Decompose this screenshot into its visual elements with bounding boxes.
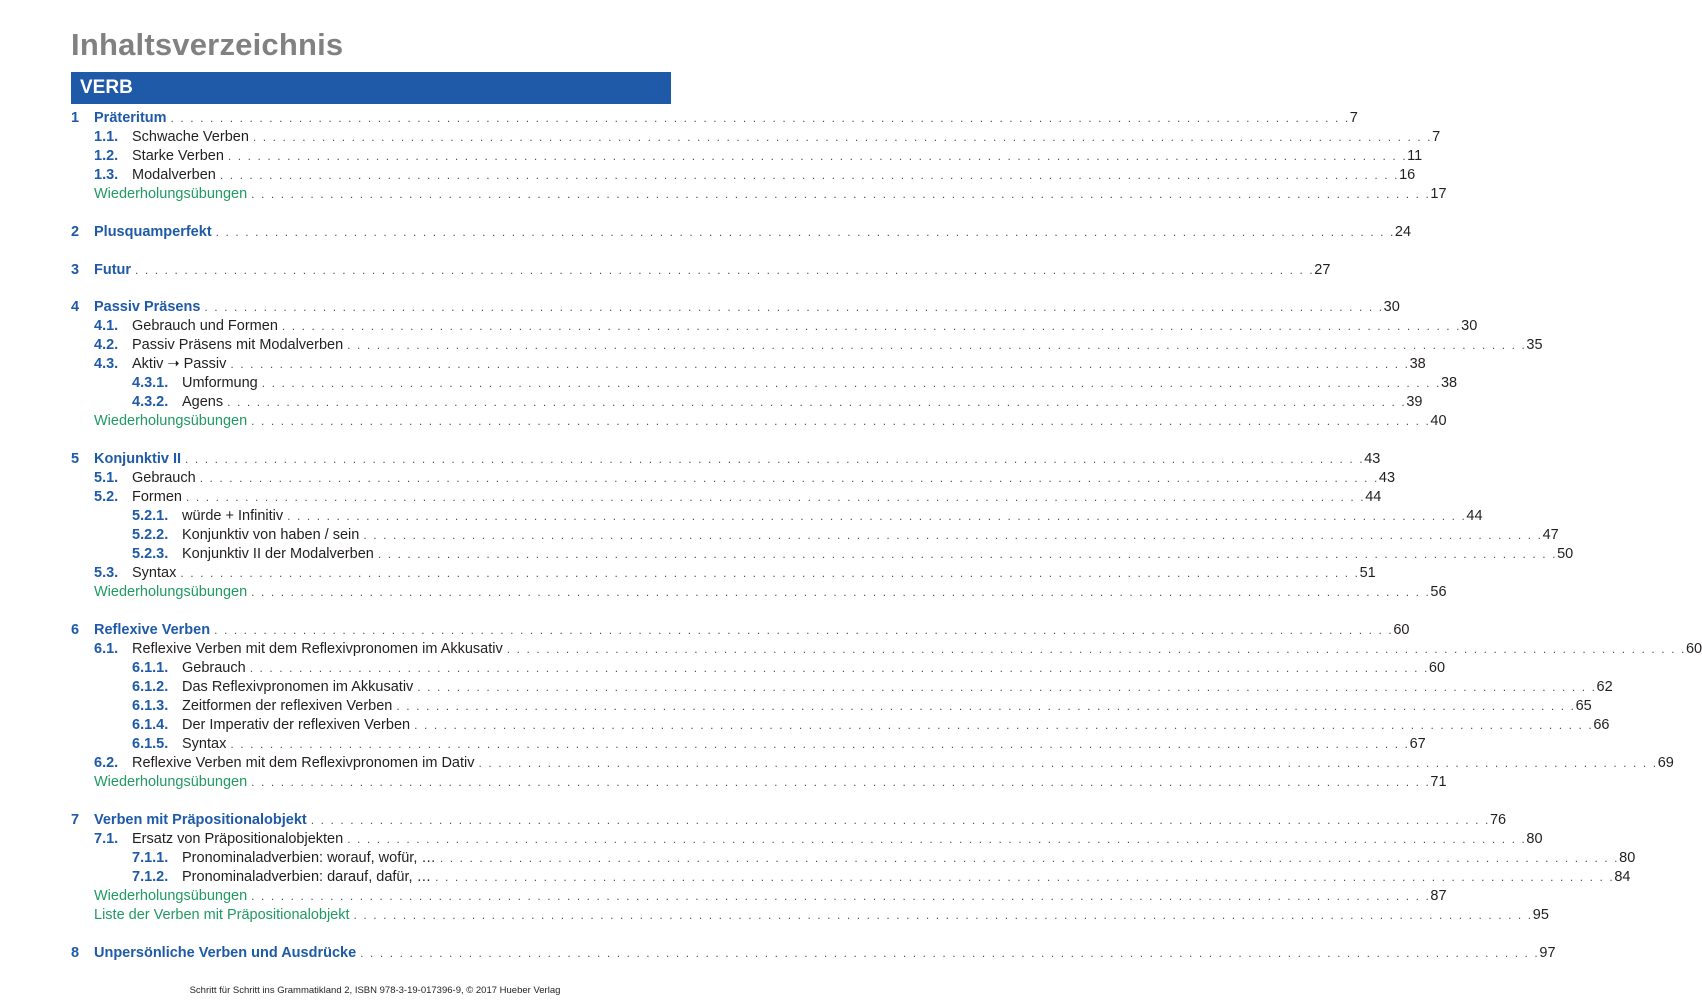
toc-entry-title: Wiederholungsübungen bbox=[94, 584, 248, 601]
toc-entry[interactable] bbox=[132, 469, 1396, 488]
toc-page-number: 7 bbox=[1432, 129, 1441, 145]
toc-entry[interactable] bbox=[94, 185, 1447, 204]
toc-entry-title: Passiv Präsens bbox=[94, 299, 201, 316]
page-title: Inhaltsverzeichnis bbox=[71, 27, 344, 62]
dot-leader: . . . . . . . . . . . . . . . . . . . . . . . . . . . . . . . . . . . . . . . . . . . . . . . . . . . . . . . . . . . . . . . . . . . . . . . . . . . . . . . . . . . . . . . . . . . . . . . . . . . . . . . . . . . . . . . . . . . . . . . . bbox=[135, 262, 1315, 277]
toc-entry-title: Pronominaladverbien: darauf, dafür, … bbox=[182, 868, 432, 885]
toc-page-number: 69 bbox=[1657, 755, 1674, 771]
toc-entry[interactable] bbox=[132, 754, 1674, 773]
toc-number: 4.2. bbox=[94, 337, 119, 354]
toc-entry-title: Pronominaladverbien: worauf, wofür, … bbox=[182, 849, 436, 866]
dot-leader: . . . . . . . . . . . . . . . . . . . . . . . . . . . . . . . . . . . . . . . . . . . . . . . . . . . . . . . . . . . . . . . . . . . . . . . . . . . . . . . . . . . . . . . . . . . . . . . . . . . . . . . . . . . . . . . . . . . . . . . . bbox=[417, 680, 1597, 694]
dot-leader: . . . . . . . . . . . . . . . . . . . . . . . . . . . . . . . . . . . . . . . . . . . . . . . . . . . . . . . . . . . . . . . . . . . . . . . . . . . . . . . . . . . . . . . . . . . . . . . . . . . . . . . . . . . . . . . . . . . . . . . . bbox=[251, 888, 1431, 903]
dot-leader: . . . . . . . . . . . . . . . . . . . . . . . . . . . . . . . . . . . . . . . . . . . . . . . . . . . . . . . . . . . . . . . . . . . . . . . . . . . . . . . . . . . . . . . . . . . . . . . . . . . . . . . . . . . . . . . . . . . . . . . . bbox=[396, 699, 1576, 713]
toc-entry[interactable] bbox=[94, 944, 1556, 963]
toc-entry[interactable] bbox=[94, 583, 1447, 602]
toc-entry[interactable] bbox=[182, 545, 1574, 564]
toc-entry-title: würde + Infinitiv bbox=[182, 508, 284, 525]
toc-entry-title: Aktiv ➝ Passiv bbox=[132, 356, 227, 373]
toc-page-number: 47 bbox=[1542, 527, 1559, 544]
dot-leader: . . . . . . . . . . . . . . . . . . . . . . . . . . . . . . . . . . . . . . . . . . . . . . . . . . . . . . . . . . . . . . . . . . . . . . . . . . . . . . . . . . . . . . . . . . . . . . . . . . . . . . . . . . . . . . . . . . . . . . . . bbox=[230, 357, 1410, 372]
dot-leader: . . . . . . . . . . . . . . . . . . . . . . . . . . . . . . . . . . . . . . . . . . . . . . . . . . . . . . . . . . . . . . . . . . . . . . . . . . . . . . . . . . . . . . . . . . . . . . . . . . . . . . . . . . . . . . . . . . . . . . . . bbox=[377, 547, 1558, 562]
toc-entry[interactable] bbox=[132, 128, 1441, 147]
dot-leader: . . . . . . . . . . . . . . . . . . . . . . . . . . . . . . . . . . . . . . . . . . . . . . . . . . . . . . . . . . . . . . . . . . . . . . . . . . . . . . . . . . . . . . . . . . . . . . . . . . . . . . . . . . . . . . . . . . . . . . . . bbox=[439, 850, 1620, 865]
toc-number: 4.3. bbox=[94, 356, 119, 373]
dot-leader: . . . . . . . . . . . . . . . . . . . . . . . . . . . . . . . . . . . . . . . . . . . . . . . . . . . . . . . . . . . . . . . . . . . . . . . . . . . . . . . . . . . . . . . . . . . . . . . . . . . . . . . . . . . . . . . . . . . . . . . . bbox=[227, 149, 1408, 163]
toc-page-number: 44 bbox=[1466, 508, 1483, 525]
toc-page-number: 24 bbox=[1394, 223, 1412, 240]
toc-number: 6.2. bbox=[94, 755, 119, 771]
section-title: VERB bbox=[80, 77, 133, 98]
toc-entry-title: Ersatz von Präpositionalobjekten bbox=[132, 830, 344, 847]
toc-page-number: 62 bbox=[1596, 679, 1613, 695]
toc-page-number: 11 bbox=[1407, 148, 1423, 164]
toc-page-number: 76 bbox=[1489, 811, 1507, 828]
toc-entry-title: Der Imperativ der reflexiven Verben bbox=[182, 717, 411, 733]
toc-entry[interactable] bbox=[94, 261, 1331, 280]
dot-leader: . . . . . . . . . . . . . . . . . . . . . . . . . . . . . . . . . . . . . . . . . . . . . . . . . . . . . . . . . . . . . . . . . . . . . . . . . . . . . . . . . . . . . . . . . . . . . . . . . . . . . . . . . . . . . . . . . . . . . . . . bbox=[251, 775, 1431, 789]
toc-entry[interactable] bbox=[182, 697, 1592, 716]
toc-entry-title: Konjunktiv II der Modalverben bbox=[182, 546, 374, 563]
dot-leader: . . . . . . . . . . . . . . . . . . . . . . . . . . . . . . . . . . . . . . . . . . . . . . . . . . . . . . . . . . . . . . . . . . . . . . . . . . . . . . . . . . . . . . . . . . . . . . . . . . . . . . . . . . . . . . . . . . . . . . . . bbox=[230, 737, 1410, 751]
toc-number: 6.1.1. bbox=[132, 660, 169, 676]
dot-leader: . . . . . . . . . . . . . . . . . . . . . . . . . . . . . . . . . . . . . . . . . . . . . . . . . . . . . . . . . . . . . . . . . . . . . . . . . . . . . . . . . . . . . . . . . . . . . . . . . . . . . . . . . . . . . . . . . . . . . . . . bbox=[180, 566, 1360, 581]
toc-entry[interactable] bbox=[132, 336, 1543, 355]
toc-entry[interactable] bbox=[132, 830, 1543, 849]
footer-citation: Schritt für Schritt ins Grammatikland 2, ISBN 978-3-19-017396-9, © 2017 Hueber Verlag bbox=[189, 985, 561, 996]
toc-page-number: 97 bbox=[1539, 944, 1556, 961]
dot-leader: . . . . . . . . . . . . . . . . . . . . . . . . . . . . . . . . . . . . . . . . . . . . . . . . . . . . . . . . . . . . . . . . . . . . . . . . . . . . . . . . . . . . . . . . . . . . . . . . . . . . . . . . . . . . . . . . . . . . . . . . bbox=[219, 168, 1400, 182]
toc-number: 5.2.1. bbox=[132, 508, 169, 525]
toc-page-number: 30 bbox=[1461, 318, 1478, 335]
toc-number: 7 bbox=[71, 811, 80, 828]
toc-entry-title: Agens bbox=[182, 394, 224, 411]
dot-leader: . . . . . . . . . . . . . . . . . . . . . . . . . . . . . . . . . . . . . . . . . . . . . . . . . . . . . . . . . . . . . . . . . . . . . . . . . . . . . . . . . . . . . . . . . . . . . . . . . . . . . . . . . . . . . . . . . . . . . . . . bbox=[506, 642, 1686, 656]
toc-number: 6.1.5. bbox=[132, 736, 169, 752]
toc-number: 6 bbox=[71, 622, 80, 638]
dot-leader: . . . . . . . . . . . . . . . . . . . . . . . . . . . . . . . . . . . . . . . . . . . . . . . . . . . . . . . . . . . . . . . . . . . . . . . . . . . . . . . . . . . . . . . . . . . . . . . . . . . . . . . . . . . . . . . . . . . . . . . . bbox=[199, 471, 1379, 486]
toc-number: 5.3. bbox=[94, 565, 119, 582]
toc-page-number: 95 bbox=[1532, 906, 1549, 923]
toc-entry-title: Reflexive Verben mit dem Reflexivpronomen im Akkusativ bbox=[132, 641, 503, 657]
toc-entry-title: Modalverben bbox=[132, 167, 216, 183]
toc-entry[interactable] bbox=[94, 811, 1507, 830]
toc-number: 6.1.4. bbox=[132, 717, 169, 733]
toc-entry-title: Formen bbox=[132, 489, 182, 506]
toc-entry[interactable] bbox=[132, 640, 1702, 659]
toc-entry[interactable] bbox=[132, 317, 1478, 336]
toc-number: 7.1.1. bbox=[132, 849, 169, 866]
toc-number: 6.1.3. bbox=[132, 698, 169, 714]
toc-page-number: 67 bbox=[1409, 736, 1426, 752]
toc-number: 3 bbox=[71, 261, 80, 278]
toc-entry[interactable] bbox=[182, 868, 1631, 887]
toc-entry-title: Präteritum bbox=[94, 110, 167, 126]
toc-number: 7.1. bbox=[94, 830, 119, 847]
toc-number: 4.3.1. bbox=[132, 375, 169, 392]
toc-number: 1 bbox=[71, 110, 80, 126]
dot-leader: . . . . . . . . . . . . . . . . . . . . . . . . . . . . . . . . . . . . . . . . . . . . . . . . . . . . . . . . . . . . . . . . . . . . . . . . . . . . . . . . . . . . . . . . . . . . . . . . . . . . . . . . . . . . . . . . . . . . . . . . bbox=[185, 490, 1366, 505]
toc-entry-title: Verben mit Präpositionalobjekt bbox=[94, 811, 307, 828]
toc-entry-title: Reflexive Verben mit dem Reflexivpronomen im Dativ bbox=[132, 755, 475, 771]
toc-entry[interactable] bbox=[182, 507, 1483, 526]
toc-page-number: 43 bbox=[1364, 451, 1381, 468]
dot-leader: . . . . . . . . . . . . . . . . . . . . . . . . . . . . . . . . . . . . . . . . . . . . . . . . . . . . . . . . . . . . . . . . . . . . . . . . . . . . . . . . . . . . . . . . . . . . . . . . . . . . . . . . . . . . . . . . . . . . . . . . bbox=[215, 224, 1395, 239]
toc-entry-title: Gebrauch bbox=[132, 470, 196, 487]
toc-entry[interactable] bbox=[182, 526, 1559, 545]
toc-entry[interactable] bbox=[94, 621, 1410, 640]
toc-page-number: 71 bbox=[1430, 774, 1447, 790]
toc-number: 1.2. bbox=[94, 148, 119, 164]
dot-leader: . . . . . . . . . . . . . . . . . . . . . . . . . . . . . . . . . . . . . . . . . . . . . . . . . . . . . . . . . . . . . . . . . . . . . . . . . . . . . . . . . . . . . . . . . . . . . . . . . . . . . . . . . . . . . . . . . . . . . . . . bbox=[347, 831, 1527, 846]
toc-number: 1.3. bbox=[94, 167, 119, 183]
toc-page-number: 38 bbox=[1440, 375, 1458, 392]
toc-entry-title: Reflexive Verben bbox=[94, 622, 211, 638]
dot-leader: . . . . . . . . . . . . . . . . . . . . . . . . . . . . . . . . . . . . . . . . . . . . . . . . . . . . . . . . . . . . . . . . . . . . . . . . . . . . . . . . . . . . . . . . . . . . . . . . . . . . . . . . . . . . . . . . . . . . . . . . bbox=[281, 319, 1462, 334]
dot-leader: . . . . . . . . . . . . . . . . . . . . . . . . . . . . . . . . . . . . . . . . . . . . . . . . . . . . . . . . . . . . . . . . . . . . . . . . . . . . . . . . . . . . . . . . . . . . . . . . . . . . . . . . . . . . . . . . . . . . . . . . bbox=[251, 187, 1431, 201]
dot-leader: . . . . . . . . . . . . . . . . . . . . . . . . . . . . . . . . . . . . . . . . . . . . . . . . . . . . . . . . . . . . . . . . . . . . . . . . . . . . . . . . . . . . . . . . . . . . . . . . . . . . . . . . . . . . . . . . . . . . . . . . bbox=[251, 414, 1431, 429]
toc-page-number: 40 bbox=[1430, 413, 1447, 430]
toc-number: 4 bbox=[71, 299, 80, 316]
toc-number: 2 bbox=[71, 223, 80, 240]
toc-page-number: 60 bbox=[1428, 660, 1446, 676]
dot-leader: . . . . . . . . . . . . . . . . . . . . . . . . . . . . . . . . . . . . . . . . . . . . . . . . . . . . . . . . . . . . . . . . . . . . . . . . . . . . . . . . . . . . . . . . . . . . . . . . . . . . . . . . . . . . . . . . . . . . . . . . bbox=[287, 509, 1467, 524]
toc-entry-title: Umformung bbox=[182, 375, 258, 392]
toc-page-number: 27 bbox=[1314, 261, 1331, 278]
toc-entry[interactable] bbox=[94, 412, 1447, 431]
toc-entry-title: Syntax bbox=[132, 565, 177, 582]
toc-entry-title: Plusquamperfekt bbox=[94, 223, 212, 240]
toc-entry-title: Unpersönliche Verben und Ausdrücke bbox=[94, 944, 357, 961]
dot-leader: . . . . . . . . . . . . . . . . . . . . . . . . . . . . . . . . . . . . . . . . . . . . . . . . . . . . . . . . . . . . . . . . . . . . . . . . . . . . . . . . . . . . . . . . . . . . . . . . . . . . . . . . . . . . . . . . . . . . . . . . bbox=[414, 718, 1594, 732]
toc-page-number: 17 bbox=[1430, 186, 1447, 202]
toc-page-number: 80 bbox=[1619, 849, 1636, 866]
toc-page-number: 44 bbox=[1365, 489, 1382, 506]
toc-page-number: 30 bbox=[1383, 299, 1400, 316]
dot-leader: . . . . . . . . . . . . . . . . . . . . . . . . . . . . . . . . . . . . . . . . . . . . . . . . . . . . . . . . . . . . . . . . . . . . . . . . . . . . . . . . . . . . . . . . . . . . . . . . . . . . . . . . . . . . . . . . . . . . . . . . bbox=[185, 452, 1365, 467]
toc-entry-title: Schwache Verben bbox=[132, 129, 249, 145]
toc-page-number: 51 bbox=[1359, 565, 1376, 582]
toc-entry-title: Futur bbox=[94, 261, 132, 278]
toc-entry[interactable] bbox=[94, 906, 1549, 925]
dot-leader: . . . . . . . . . . . . . . . . . . . . . . . . . . . . . . . . . . . . . . . . . . . . . . . . . . . . . . . . . . . . . . . . . . . . . . . . . . . . . . . . . . . . . . . . . . . . . . . . . . . . . . . . . . . . . . . . . . . . . . . . bbox=[251, 585, 1431, 600]
dot-leader: . . . . . . . . . . . . . . . . . . . . . . . . . . . . . . . . . . . . . . . . . . . . . . . . . . . . . . . . . . . . . . . . . . . . . . . . . . . . . . . . . . . . . . . . . . . . . . . . . . . . . . . . . . . . . . . . . . . . . . . . bbox=[227, 395, 1407, 410]
toc-entry[interactable] bbox=[182, 678, 1613, 697]
dot-leader: . . . . . . . . . . . . . . . . . . . . . . . . . . . . . . . . . . . . . . . . . . . . . . . . . . . . . . . . . . . . . . . . . . . . . . . . . . . . . . . . . . . . . . . . . . . . . . . . . . . . . . . . . . . . . . . . . . . . . . . . bbox=[261, 376, 1441, 391]
toc-page-number: 84 bbox=[1614, 868, 1631, 885]
toc-page-number: 43 bbox=[1378, 470, 1396, 487]
toc-entry[interactable] bbox=[94, 887, 1447, 906]
toc-page-number: 39 bbox=[1406, 394, 1423, 411]
toc-number: 8 bbox=[71, 944, 80, 961]
toc-entry[interactable] bbox=[132, 355, 1426, 374]
toc-entry-title: Wiederholungsübungen bbox=[94, 186, 248, 202]
toc-entry-title: Wiederholungsübungen bbox=[94, 413, 248, 430]
toc-entry[interactable] bbox=[94, 223, 1412, 242]
toc-entry[interactable] bbox=[94, 298, 1400, 317]
toc-page-number: 60 bbox=[1393, 622, 1410, 638]
toc-page-number: 66 bbox=[1593, 717, 1610, 733]
toc-page-number: 80 bbox=[1526, 830, 1543, 847]
toc-entry-title: Starke Verben bbox=[132, 148, 224, 164]
dot-leader: . . . . . . . . . . . . . . . . . . . . . . . . . . . . . . . . . . . . . . . . . . . . . . . . . . . . . . . . . . . . . . . . . . . . . . . . . . . . . . . . . . . . . . . . . . . . . . . . . . . . . . . . . . . . . . . . . . . . . . . . bbox=[249, 661, 1429, 675]
toc-entry[interactable] bbox=[132, 166, 1416, 185]
toc-entry-title: Syntax bbox=[182, 736, 227, 752]
toc-entry-title: Zeitformen der reflexiven Verben bbox=[182, 698, 393, 714]
toc-entry[interactable] bbox=[182, 659, 1446, 678]
dot-leader: . . . . . . . . . . . . . . . . . . . . . . . . . . . . . . . . . . . . . . . . . . . . . . . . . . . . . . . . . . . . . . . . . . . . . . . . . . . . . . . . . . . . . . . . . . . . . . . . . . . . . . . . . . . . . . . . . . . . . . . . bbox=[170, 111, 1350, 125]
toc-entry[interactable] bbox=[94, 450, 1381, 469]
toc-entry[interactable] bbox=[132, 147, 1423, 166]
toc-number: 4.3.2. bbox=[132, 394, 169, 411]
toc-entry[interactable] bbox=[182, 735, 1426, 754]
dot-leader: . . . . . . . . . . . . . . . . . . . . . . . . . . . . . . . . . . . . . . . . . . . . . . . . . . . . . . . . . . . . . . . . . . . . . . . . . . . . . . . . . . . . . . . . . . . . . . . . . . . . . . . . . . . . . . . . . . . . . . . . bbox=[435, 869, 1615, 884]
dot-leader: . . . . . . . . . . . . . . . . . . . . . . . . . . . . . . . . . . . . . . . . . . . . . . . . . . . . . . . . . . . . . . . . . . . . . . . . . . . . . . . . . . . . . . . . . . . . . . . . . . . . . . . . . . . . . . . . . . . . . . . . bbox=[347, 338, 1527, 353]
toc-page-number: 35 bbox=[1526, 337, 1543, 354]
toc-page-number: 38 bbox=[1409, 356, 1426, 373]
dot-leader: . . . . . . . . . . . . . . . . . . . . . . . . . . . . . . . . . . . . . . . . . . . . . . . . . . . . . . . . . . . . . . . . . . . . . . . . . . . . . . . . . . . . . . . . . . . . . . . . . . . . . . . . . . . . . . . . . . . . . . . . bbox=[310, 812, 1490, 827]
dot-leader: . . . . . . . . . . . . . . . . . . . . . . . . . . . . . . . . . . . . . . . . . . . . . . . . . . . . . . . . . . . . . . . . . . . . . . . . . . . . . . . . . . . . . . . . . . . . . . . . . . . . . . . . . . . . . . . . . . . . . . . . bbox=[478, 756, 1658, 770]
toc-number: 5.2.3. bbox=[132, 546, 169, 563]
toc-number: 1.1. bbox=[94, 129, 119, 145]
toc-entry[interactable] bbox=[182, 716, 1610, 735]
dot-leader: . . . . . . . . . . . . . . . . . . . . . . . . . . . . . . . . . . . . . . . . . . . . . . . . . . . . . . . . . . . . . . . . . . . . . . . . . . . . . . . . . . . . . . . . . . . . . . . . . . . . . . . . . . . . . . . . . . . . . . . . bbox=[353, 907, 1533, 922]
toc-page-number: 60 bbox=[1685, 641, 1702, 657]
toc-entry[interactable] bbox=[132, 488, 1382, 507]
toc-page-number: 16 bbox=[1399, 167, 1416, 183]
toc-entry-title: Wiederholungsübungen bbox=[94, 887, 248, 904]
toc-entry-title: Das Reflexivpronomen im Akkusativ bbox=[182, 679, 414, 695]
toc-number: 4.1. bbox=[94, 318, 119, 335]
toc-number: 5.1. bbox=[94, 470, 119, 487]
toc-number: 5 bbox=[71, 451, 80, 468]
toc-entry-title: Gebrauch bbox=[182, 660, 246, 676]
toc-number: 6.1.2. bbox=[132, 679, 169, 695]
toc-page-number: 65 bbox=[1575, 698, 1592, 714]
toc-number: 5.2.2. bbox=[132, 527, 169, 544]
toc-entry[interactable] bbox=[94, 773, 1447, 792]
toc-entry[interactable] bbox=[182, 393, 1423, 412]
toc-page-number: 87 bbox=[1430, 887, 1447, 904]
dot-leader: . . . . . . . . . . . . . . . . . . . . . . . . . . . . . . . . . . . . . . . . . . . . . . . . . . . . . . . . . . . . . . . . . . . . . . . . . . . . . . . . . . . . . . . . . . . . . . . . . . . . . . . . . . . . . . . . . . . . . . . . bbox=[204, 300, 1384, 315]
dot-leader: . . . . . . . . . . . . . . . . . . . . . . . . . . . . . . . . . . . . . . . . . . . . . . . . . . . . . . . . . . . . . . . . . . . . . . . . . . . . . . . . . . . . . . . . . . . . . . . . . . . . . . . . . . . . . . . . . . . . . . . . bbox=[363, 528, 1543, 543]
toc-entry-title: Passiv Präsens mit Modalverben bbox=[132, 337, 344, 354]
dot-leader: . . . . . . . . . . . . . . . . . . . . . . . . . . . . . . . . . . . . . . . . . . . . . . . . . . . . . . . . . . . . . . . . . . . . . . . . . . . . . . . . . . . . . . . . . . . . . . . . . . . . . . . . . . . . . . . . . . . . . . . . bbox=[360, 945, 1540, 960]
toc-entry-title: Liste der Verben mit Präpositionalobjekt bbox=[94, 906, 350, 923]
toc-entry[interactable] bbox=[132, 564, 1376, 583]
toc-entry-title: Konjunktiv von haben / sein bbox=[182, 527, 360, 544]
toc-entry[interactable] bbox=[182, 849, 1636, 868]
toc-number: 5.2. bbox=[94, 489, 119, 506]
toc-number: 7.1.2. bbox=[132, 868, 169, 885]
toc-entry-title: Gebrauch und Formen bbox=[132, 318, 278, 335]
toc-page-number: 56 bbox=[1430, 584, 1447, 601]
toc-entry-title: Konjunktiv II bbox=[94, 451, 181, 468]
dot-leader: . . . . . . . . . . . . . . . . . . . . . . . . . . . . . . . . . . . . . . . . . . . . . . . . . . . . . . . . . . . . . . . . . . . . . . . . . . . . . . . . . . . . . . . . . . . . . . . . . . . . . . . . . . . . . . . . . . . . . . . . bbox=[214, 623, 1394, 637]
dot-leader: . . . . . . . . . . . . . . . . . . . . . . . . . . . . . . . . . . . . . . . . . . . . . . . . . . . . . . . . . . . . . . . . . . . . . . . . . . . . . . . . . . . . . . . . . . . . . . . . . . . . . . . . . . . . . . . . . . . . . . . . bbox=[252, 130, 1433, 144]
toc-entry[interactable] bbox=[94, 109, 1358, 128]
toc-entry-title: Wiederholungsübungen bbox=[94, 774, 248, 790]
toc-entry[interactable] bbox=[182, 374, 1458, 393]
toc-number: 6.1. bbox=[94, 641, 119, 657]
toc-page-number: 50 bbox=[1557, 546, 1574, 563]
toc-page-number: 7 bbox=[1349, 110, 1358, 126]
